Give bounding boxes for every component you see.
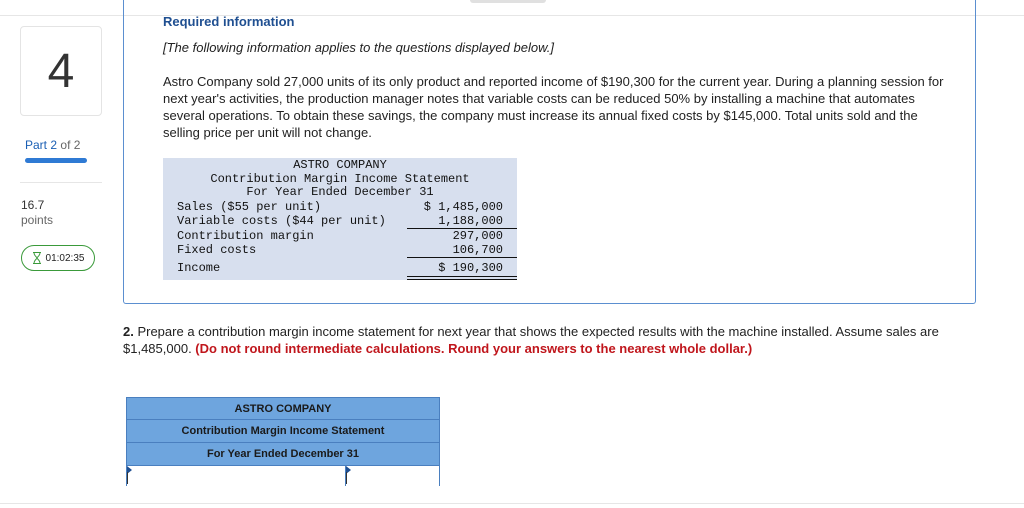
prompt-number: 2. <box>123 324 134 339</box>
total-double-underline-bottom <box>407 279 517 280</box>
row-value: $ 1,485,000 <box>423 200 503 214</box>
row-label: Contribution margin <box>177 229 314 243</box>
answer-table-company: ASTRO COMPANY <box>126 397 440 420</box>
hourglass-icon <box>32 252 42 264</box>
statement-row-contribution-margin <box>177 229 517 243</box>
statement-body <box>163 199 517 280</box>
subtotal-underline <box>407 257 517 258</box>
statement-header <box>163 158 517 199</box>
prompt-instruction: (Do not round intermediate calculations. Round your answers to the nearest whole dollar.) <box>195 341 753 356</box>
statement-row-variable-costs <box>177 214 517 228</box>
points-value: 16.7 <box>21 198 45 212</box>
answer-label-cell[interactable] <box>127 466 345 486</box>
rail-divider <box>20 182 102 183</box>
row-label: Income <box>177 261 221 275</box>
part-total: of 2 <box>60 138 81 152</box>
answer-table-period: For Year Ended December 31 <box>126 443 440 466</box>
statement-company: ASTRO COMPANY <box>293 158 387 172</box>
bottom-divider <box>0 503 1024 504</box>
statement-row-sales <box>177 200 517 214</box>
statement-row-income <box>177 261 517 275</box>
statement-title: Contribution Margin Income Statement <box>210 171 470 186</box>
answer-amount-input[interactable] <box>345 466 440 486</box>
answer-table-title: Contribution Margin Income Statement <box>126 420 440 443</box>
statement-row-fixed-costs <box>177 243 517 257</box>
row-value: $ 190,300 <box>438 261 503 275</box>
row-label: Fixed costs <box>177 243 257 257</box>
part-prefix: Part <box>25 138 48 152</box>
statement-period: For Year Ended December 31 <box>246 185 434 199</box>
part-indicator <box>25 138 80 152</box>
answer-table <box>126 397 440 486</box>
required-info-title: Required information <box>163 14 295 29</box>
timer-badge[interactable] <box>21 245 95 271</box>
row-value: 297,000 <box>452 229 503 243</box>
prompt-text: Prepare a contribution margin income statement for next year that shows the expected results with the machine installed. Assume sales are $1,485,000. <box>123 324 939 356</box>
text-cursor <box>127 472 128 484</box>
points-label: points <box>21 213 54 227</box>
total-double-underline-top <box>407 276 517 277</box>
part-current: 2 <box>50 138 58 152</box>
row-value: 1,188,000 <box>438 214 503 228</box>
part-progress-bar <box>25 158 87 163</box>
row-label: Variable costs ($44 per unit) <box>177 214 386 228</box>
row-label: Sales ($55 per unit) <box>177 200 322 214</box>
required-info-body: Astro Company sold 27,000 units of its only product and reported income of $190,300 for the current year. During a planning session for next year's activities, the production manager notes that variable costs can be reduced 50% by installing a machine that automates several operations. To obtain these savings, the company must increase its annual fixed costs by $145,000. Total units sold and the selling price per unit will not change. <box>163 74 944 140</box>
question-prompt <box>123 323 993 357</box>
timer-value: 01:02:35 <box>45 252 85 264</box>
text-cursor <box>346 472 347 484</box>
question-number: 4 <box>20 26 102 116</box>
required-info-subtitle: [The following information applies to the questions displayed below.] <box>163 40 554 55</box>
answer-table-row <box>126 466 440 486</box>
row-value: 106,700 <box>452 243 503 257</box>
